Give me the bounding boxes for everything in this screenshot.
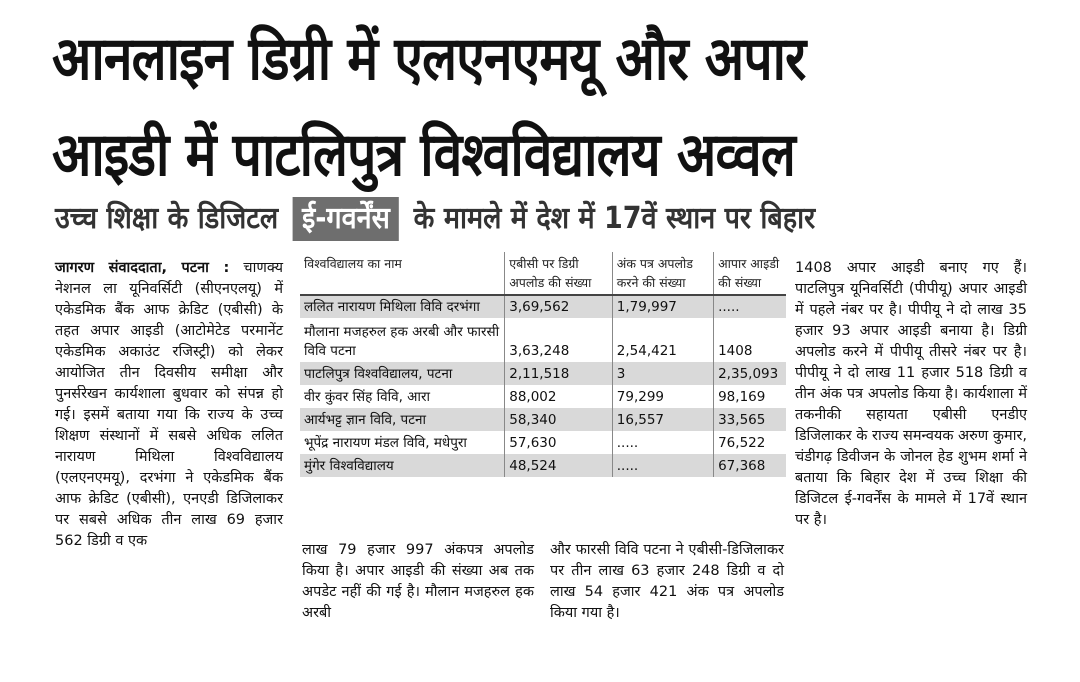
article-column-2a: लाख 79 हजार 997 अंकपत्र अपलोड किया है। अपार आइडी की संख्या अब तक अपडेट नहीं की गई है। मौलान मजहरुल हक अरबी: [302, 542, 534, 621]
cell-apaar: 67,368: [714, 454, 786, 477]
cell-university: पाटलिपुत्र विश्वविद्यालय, पटना: [304, 366, 453, 382]
cell-marksheet: 3: [612, 362, 713, 385]
subheadline-highlight: ई-गवर्नेंस: [293, 197, 399, 241]
subheadline-after: के मामले में देश में 17वें स्थान पर बिहार: [413, 201, 816, 236]
cell-university: ललित नारायण मिथिला विवि दरभंगा: [304, 299, 480, 315]
cell-apaar: 1408: [714, 318, 786, 362]
article-column-3: 1408 अपार आइडी बनाए गए हैं। पाटलिपुत्र यूनिवर्सिटी (पीपीयू) अपार आइडी में पहले नंबर पर है। पीपीयू ने दो लाख 35 हजार 93 अपार आइडी बनाया है। डिग्री अपलोड करने में पीपीयू तीसरे नंबर पर है। पीपीयू ने दो लाख 11 हजार 518 डिग्री व तीन अंक पत्र अपलोड किया है। कार्यशाला में तकनीकी सहायता एबीसी एनडीए डिजिलाकर के राज्य समन्वयक अरुण कुमार, चंडीगढ़ डिवीजन के जोनल हेड शुभम शर्मा ने बताया कि बिहार देश में उच्च शिक्षा की डिजिटल ई-गवर्नेंस के मामले में 17वें स्थान पर है।: [795, 260, 1028, 528]
headline-line-2: आइडी में पाटलिपुत्र विश्वविद्यालय अव्वल: [52, 120, 795, 190]
byline: जागरण संवाददाता, पटना :: [55, 260, 230, 276]
cell-university: मुंगेर विश्वविद्यालय: [304, 458, 394, 474]
cell-university: भूपेंद्र नारायण मंडल विवि, मधेपुरा: [304, 435, 467, 451]
cell-university: वीर कुंवर सिंह विवि, आरा: [304, 389, 430, 405]
headline-line-1: आनलाइन डिग्री में एलएनएमयू और अपार: [52, 24, 806, 94]
cell-marksheet: .....: [612, 454, 713, 477]
cell-marksheet: 1,79,997: [612, 295, 713, 318]
subheadline-before: उच्च शिक्षा के डिजिटल: [55, 201, 279, 236]
cell-marksheet: 79,299: [612, 385, 713, 408]
table-row: [300, 318, 786, 362]
table-row: [300, 454, 786, 477]
cell-university: आर्यभट्ट ज्ञान विवि, पटना: [304, 412, 426, 428]
table-row: [300, 431, 786, 454]
cell-degree: 88,002: [505, 385, 613, 408]
cell-degree: 2,11,518: [505, 362, 613, 385]
cell-apaar: 2,35,093: [714, 362, 786, 385]
cell-university: मौलाना मजहरुल हक अरबी और फारसी विवि पटना: [304, 324, 500, 359]
cell-degree: 3,69,562: [505, 295, 613, 318]
cell-apaar: 76,522: [714, 431, 786, 454]
cell-marksheet: 16,557: [612, 408, 713, 431]
table-header-row: [300, 252, 786, 295]
subheadline: [55, 193, 815, 245]
cell-marksheet: .....: [612, 431, 713, 454]
header-marksheet-upload: अंक पत्र अपलोड करने की संख्या: [612, 252, 713, 295]
cell-degree: 58,340: [505, 408, 613, 431]
table-row: [300, 408, 786, 431]
table-row: [300, 385, 786, 408]
cell-apaar: .....: [714, 295, 786, 318]
header-apaar-id: आपार आइडी की संख्या: [714, 252, 786, 295]
university-stats-table: [300, 252, 786, 477]
article-column-1: [55, 258, 283, 552]
header-degree-upload: एबीसी पर डिग्री अपलोड की संख्या: [505, 252, 613, 295]
article-text-1: चाणक्य नेशनल ला यूनिवर्सिटी (सीएनएलयू) में एकेडमिक बैंक आफ क्रेडिट (एबीसी) के तहत अपार आइडी (आटोमेटेड परमानेंट एकेडमिक अकाउंट रजिस्ट्री) को लेकर आयोजित तीन दिवसीय समीक्षा और पुनर्सरेखन कार्यशाला बुधवार को संपन्न हो गई। इसमें बताया गया कि राज्य के उच्च शिक्षण संस्थानों में सबसे अधिक ललित नारायण मिथिला विश्वविद्यालय (एलएनएमयू), दरभंगा ने एकेडमिक बैंक आफ क्रेडिट (एबीसी), एनएडी डिजिलाकर पर सबसे अधिक तीन लाख 69 हजार 562 डिग्री व एक: [55, 260, 284, 549]
cell-degree: 48,524: [505, 454, 613, 477]
table-row: [300, 362, 786, 385]
cell-degree: 3,63,248: [505, 318, 613, 362]
cell-apaar: 98,169: [714, 385, 786, 408]
cell-marksheet: 2,54,421: [612, 318, 713, 362]
header-university: विश्वविद्यालय का नाम: [304, 256, 402, 271]
table-row: [300, 295, 786, 318]
cell-apaar: 33,565: [714, 408, 786, 431]
article-column-2b: और फारसी विवि पटना ने एबीसी-डिजिलाकर पर तीन लाख 63 हजार 248 डिग्री व दो लाख 54 हजार 421 अंक पत्र अपलोड किया गया है।: [550, 542, 784, 621]
cell-degree: 57,630: [505, 431, 613, 454]
